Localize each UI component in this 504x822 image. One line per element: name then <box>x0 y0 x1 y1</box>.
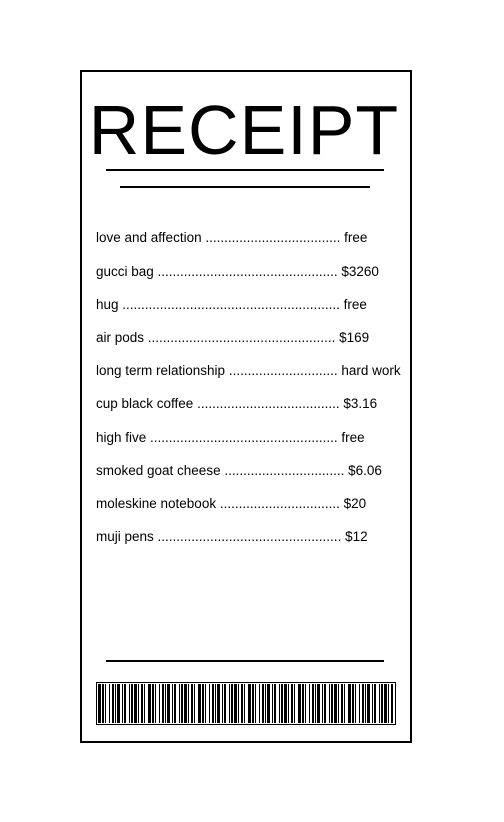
line-item-love-and-affection: love and affection .................................... free <box>96 230 368 245</box>
footer-divider <box>106 660 384 662</box>
line-item-cup-black-coffee: cup black coffee ...................................... $3.16 <box>96 396 378 411</box>
line-item-hug: hug .......................................................... free <box>96 297 367 312</box>
receipt <box>80 70 412 743</box>
title-divider-top <box>106 169 384 171</box>
line-item-smoked-goat-cheese: smoked goat cheese ................................ $6.06 <box>96 463 382 478</box>
line-item-long-term-relationship: long term relationship ............................. hard work <box>96 363 401 378</box>
receipt-title: RECEIPT <box>88 91 400 169</box>
line-item-high-five: high five .................................................. free <box>96 430 365 445</box>
line-item-moleskine-notebook: moleskine notebook ................................ $20 <box>96 496 367 511</box>
line-item-muji-pens: muji pens ................................................. $12 <box>96 529 368 544</box>
title-divider-bottom <box>120 186 370 188</box>
barcode-icon <box>96 682 396 725</box>
line-item-gucci-bag: gucci bag ................................................ $3260 <box>96 264 379 279</box>
line-item-air-pods: air pods .................................................. $169 <box>96 330 370 345</box>
